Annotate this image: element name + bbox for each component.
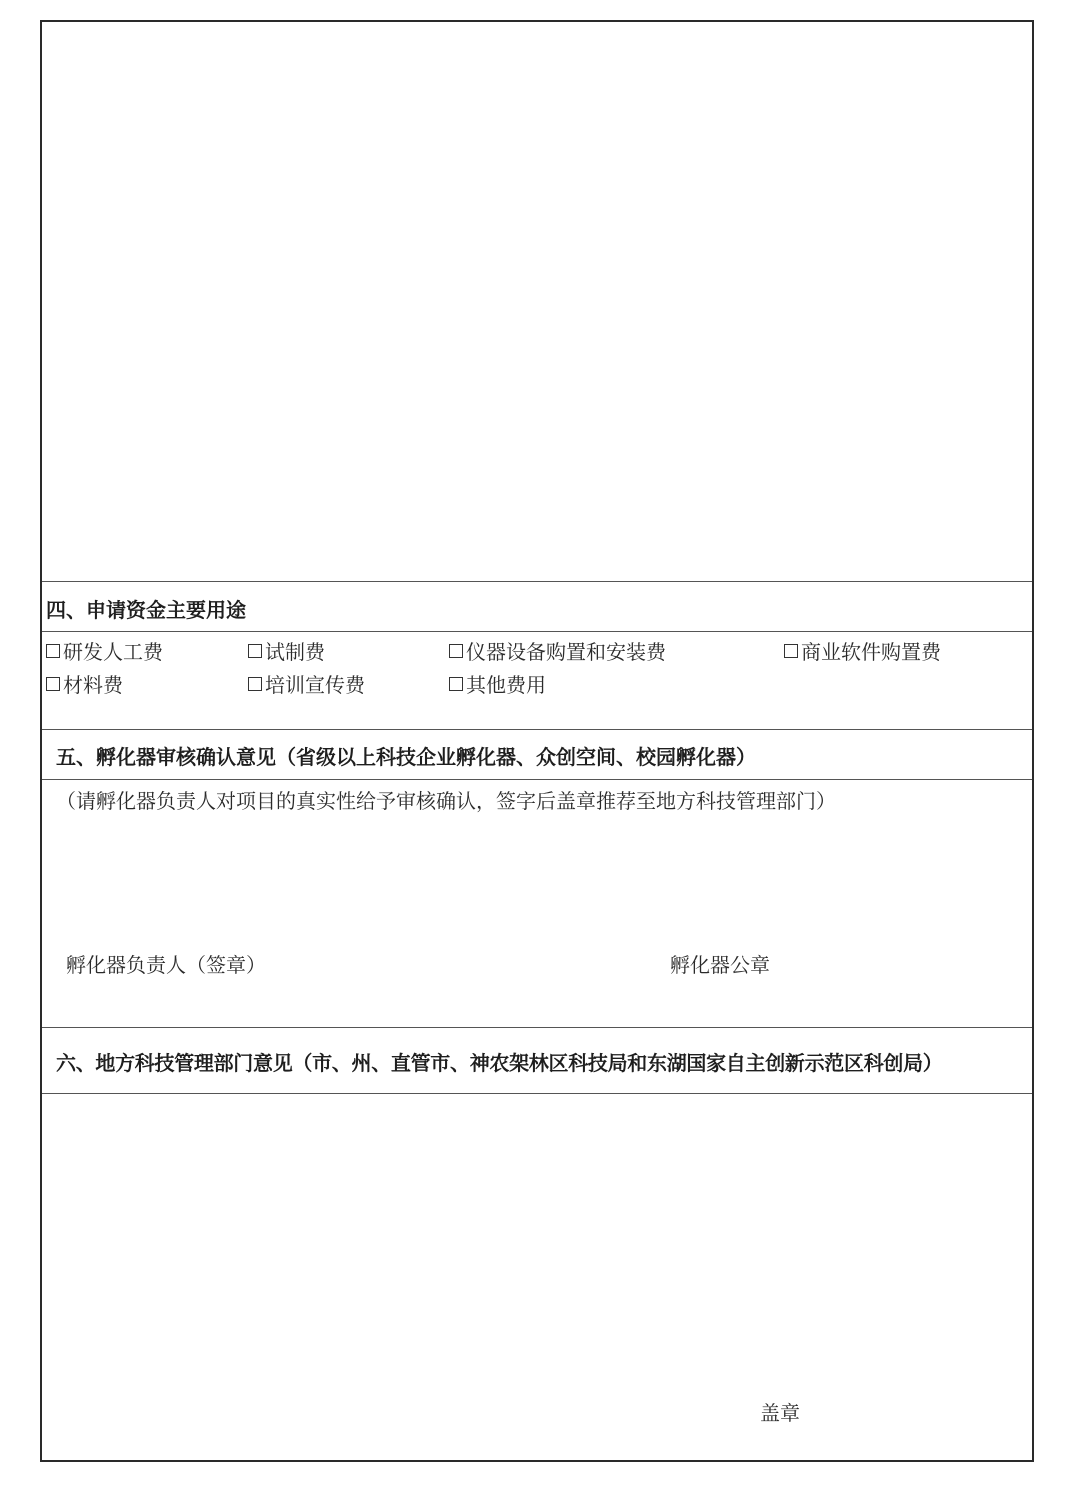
incubator-director-signature-label: 孵化器负责人（签章） [66, 953, 266, 977]
checkbox-icon[interactable] [46, 677, 60, 691]
divider-section4-options-top [42, 631, 1032, 632]
section4-heading: 四、申请资金主要用途 [46, 598, 246, 622]
divider-section6-top [42, 1027, 1032, 1028]
option-label: 商业软件购置费 [801, 640, 941, 664]
option-other-expenses[interactable] [449, 669, 546, 698]
checkbox-icon[interactable] [248, 644, 262, 658]
option-label: 培训宣传费 [265, 673, 365, 697]
application-form-table [40, 20, 1034, 1462]
option-label: 试制费 [265, 640, 325, 664]
option-label: 研发人工费 [63, 640, 163, 664]
option-training-promotion[interactable] [248, 669, 365, 698]
divider-section4-top [42, 581, 1032, 582]
option-software-purchase[interactable] [784, 636, 941, 665]
divider-section5-body-top [42, 779, 1032, 780]
option-label: 材料费 [63, 673, 123, 697]
option-rd-labor[interactable] [46, 636, 163, 665]
divider-section6-body-top [42, 1093, 1032, 1094]
divider-section5-top [42, 729, 1032, 730]
section6-heading: 六、地方科技管理部门意见（市、州、直管市、神农架林区科技局和东湖国家自主创新示范区科创局） [56, 1051, 943, 1075]
option-materials[interactable] [46, 669, 123, 698]
checkbox-icon[interactable] [784, 644, 798, 658]
option-label: 其他费用 [466, 673, 546, 697]
section5-instruction: （请孵化器负责人对项目的真实性给予审核确认，签字后盖章推荐至地方科技管理部门） [56, 789, 836, 813]
checkbox-icon[interactable] [46, 644, 60, 658]
checkbox-icon[interactable] [248, 677, 262, 691]
option-trial-production[interactable] [248, 636, 325, 665]
option-equipment-purchase[interactable] [449, 636, 666, 665]
section5-heading: 五、孵化器审核确认意见（省级以上科技企业孵化器、众创空间、校园孵化器） [56, 745, 756, 769]
checkbox-icon[interactable] [449, 677, 463, 691]
incubator-seal-label: 孵化器公章 [670, 953, 770, 977]
option-label: 仪器设备购置和安装费 [466, 640, 666, 664]
local-department-seal-label: 盖章 [760, 1401, 800, 1425]
checkbox-icon[interactable] [449, 644, 463, 658]
